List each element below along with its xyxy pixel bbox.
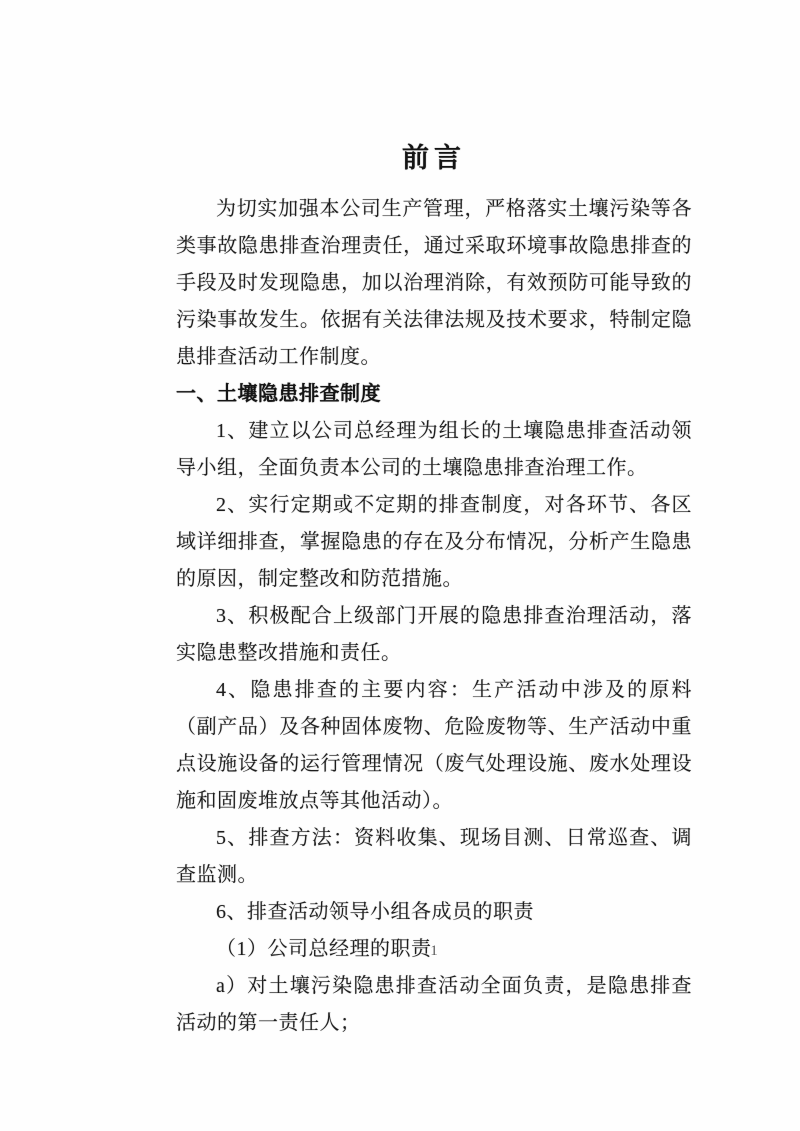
section-heading: 一、土壤隐患排查制度 <box>176 383 381 405</box>
list-item-1: 1、建立以公司总经理为组长的土壤隐患排查活动领导小组，全面负责本公司的土壤隐患排查治理工作。 <box>176 420 692 479</box>
list-item-2: 2、实行定期或不定期的排查制度，对各环节、各区域详细排查，掌握隐患的存在及分布情况，分析产生隐患的原因，制定整改和防范措施。 <box>176 494 692 590</box>
document-content <box>176 136 692 1042</box>
list-item-5: 5、排查方法：资料收集、现场目测、日常巡查、调查监测。 <box>176 827 692 886</box>
page-number: 1 <box>430 943 438 959</box>
sub-item-a: a）对土壤污染隐患排查活动全面负责，是隐患排查活动的第一责任人； <box>176 975 692 1034</box>
page-title: 前言 <box>402 143 466 173</box>
sub-item-1: （1）公司总经理的职责 <box>216 938 432 960</box>
intro-paragraph: 为切实加强本公司生产管理，严格落实土壤污染等各类事故隐患排查治理责任，通过采取环境事故隐患排查的手段及时发现隐患，加以治理消除，有效预防可能导致的污染事故发生。依据有关法律法规及技术要求，特制定隐患排查活动工作制度。 <box>176 198 692 368</box>
list-item-6: 6、排查活动领导小组各成员的职责 <box>216 901 534 923</box>
list-item-4: 4、隐患排查的主要内容：生产活动中涉及的原料（副产品）及各种固体废物、危险废物等、生产活动中重点设施设备的运行管理情况（废气处理设施、废水处理设施和固废堆放点等其他活动）。 <box>176 679 692 812</box>
list-item-3: 3、积极配合上级部门开展的隐患排查治理活动，落实隐患整改措施和责任。 <box>176 605 692 664</box>
